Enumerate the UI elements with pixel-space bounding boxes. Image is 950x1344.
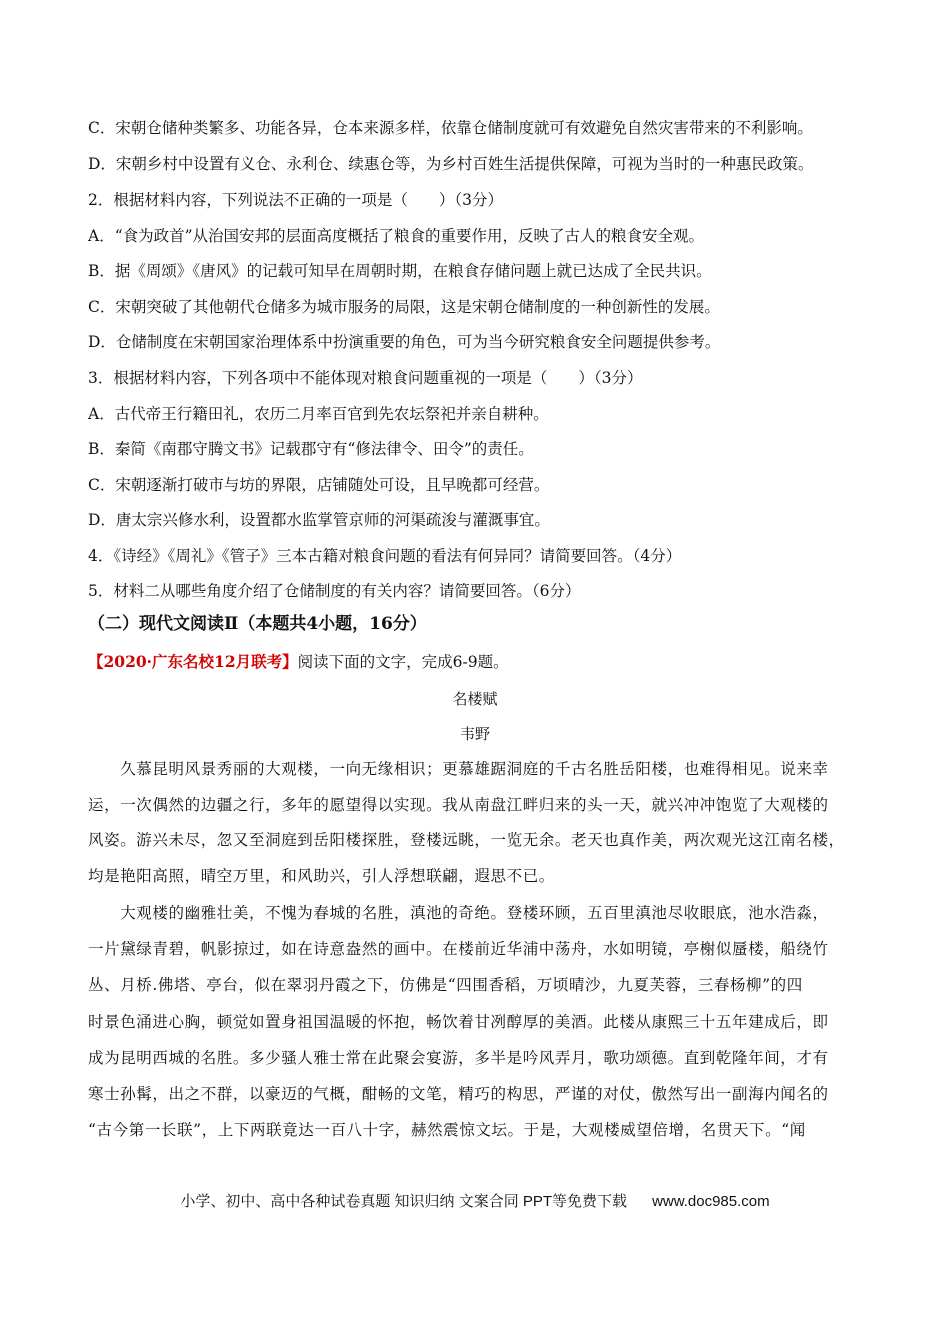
essay-line: 久慕昆明风景秀丽的大观楼，一向无缘相识；更慕雄踞洞庭的千古名胜岳阳楼，也难得相见。说来幸 bbox=[88, 760, 829, 778]
page-footer bbox=[0, 1192, 950, 1212]
question-3-option-a: A．古代帝王行籍田礼，农历二月率百官到先农坛祭祀并亲自耕种。 bbox=[88, 405, 549, 423]
question-3-stem: 3．根据材料内容，下列各项中不能体现对粮食问题重视的一项是（ ）（3分） bbox=[88, 369, 643, 387]
essay-line: 运，一次偶然的边疆之行，多年的愿望得以实现。我从南盘江畔归来的头一天，就兴冲冲饱览了大观楼的 bbox=[88, 796, 829, 814]
essay-author: 韦野 bbox=[459, 725, 490, 743]
question-2-option-d: D．仓储制度在宋朝国家治理体系中扮演重要的角色，可为当今研究粮食安全问题提供参考。 bbox=[88, 333, 721, 351]
essay-title: 名楼赋 bbox=[452, 690, 498, 708]
question-2-option-c: C．宋朝突破了其他朝代仓储多为城市服务的局限，这是宋朝仓储制度的一种创新性的发展。 bbox=[88, 298, 720, 316]
source-tag: 【2020·广东名校12月联考】 bbox=[88, 652, 298, 671]
question-2-option-a: A．“食为政首”从治国安邦的层面高度概括了粮食的重要作用，反映了古人的粮食安全观。 bbox=[88, 227, 705, 245]
essay-line: 风姿。游兴未尽，忽又至洞庭到岳阳楼探胜，登楼远眺，一览无余。老天也真作美，两次观光这江南名楼， bbox=[88, 831, 845, 849]
question-3-option-b: B．秦简《南郡守腾文书》记载郡守有“修法律令、田令”的责任。 bbox=[88, 440, 534, 458]
essay-line: 寒士孙髯，出之不群，以豪迈的气概，酣畅的文笔，精巧的构思，严谨的对仗，傲然写出一副海内闻名的 bbox=[88, 1085, 829, 1103]
question-4: 4．《诗经》《周礼》《管子》三本古籍对粮食问题的看法有何异同？请简要回答。（4分） bbox=[88, 547, 682, 565]
question-1-option-d: D．宋朝乡村中设置有义仓、永利仓、续惠仓等，为乡村百姓生活提供保障，可视为当时的一种惠民政策。 bbox=[88, 155, 814, 173]
footer-url[interactable]: www.doc985.com bbox=[652, 1193, 770, 1210]
question-3-option-d: D．唐太宗兴修水利，设置都水监掌管京师的河渠疏浚与灌溉事宜。 bbox=[88, 511, 550, 529]
essay-line: 一片黛绿青碧，帆影掠过，如在诗意盎然的画中。在楼前近华浦中荡舟，水如明镜，亭榭似蜃楼，船绕竹 bbox=[88, 940, 829, 958]
instruction-text: 阅读下面的文字，完成6-9题。 bbox=[297, 653, 509, 671]
essay-line: 成为昆明西城的名胜。多少骚人雅士常在此聚会宴游，多半是吟风弄月，歌功颂德。直到乾隆年间，才有 bbox=[88, 1049, 829, 1067]
footer-text: 小学、初中、高中各种试卷真题 知识归纳 文案合同 PPT等免费下载 bbox=[180, 1193, 628, 1210]
question-5: 5．材料二从哪些角度介绍了仓储制度的有关内容？请简要回答。（6分） bbox=[88, 582, 581, 600]
question-1-option-c: C．宋朝仓储种类繁多、功能各异，仓本来源多样，依靠仓储制度就可有效避免自然灾害带来的不利影响。 bbox=[88, 119, 813, 137]
section-heading: （二）现代文阅读Ⅱ（本题共4小题，16分） bbox=[88, 614, 427, 634]
question-2-stem: 2．根据材料内容，下列说法不正确的一项是（ ）（3分） bbox=[88, 191, 503, 209]
essay-line: 时景色涌进心胸，顿觉如置身祖国温暖的怀抱，畅饮着甘冽醇厚的美酒。此楼从康熙三十五年建成后，即 bbox=[88, 1013, 829, 1031]
source-instruction-line bbox=[88, 652, 509, 672]
essay-line: 大观楼的幽雅壮美，不愧为春城的名胜，滇池的奇绝。登楼环顾，五百里滇池尽收眼底，池水浩淼， bbox=[88, 904, 829, 922]
question-2-option-b: B．据《周颂》《唐风》的记载可知早在周朝时期，在粮食存储问题上就已达成了全民共识。 bbox=[88, 262, 712, 280]
essay-line: 均是艳阳高照，晴空万里，和风助兴，引人浮想联翩，遐思不已。 bbox=[88, 867, 555, 885]
question-3-option-c: C．宋朝逐渐打破市与坊的界限，店铺随处可设，且早晚都可经营。 bbox=[88, 476, 550, 494]
essay-line: 丛、月桥.佛塔、亭台，似在翠羽丹霞之下，仿佛是“四围香稻，万顷晴沙，九夏芙蓉，三春杨柳”的四 bbox=[88, 976, 803, 994]
essay-line: “古今第一长联”，上下两联竟达一百八十字，赫然震惊文坛。于是，大观楼威望倍增，名贯天下。“闻 bbox=[88, 1121, 806, 1139]
